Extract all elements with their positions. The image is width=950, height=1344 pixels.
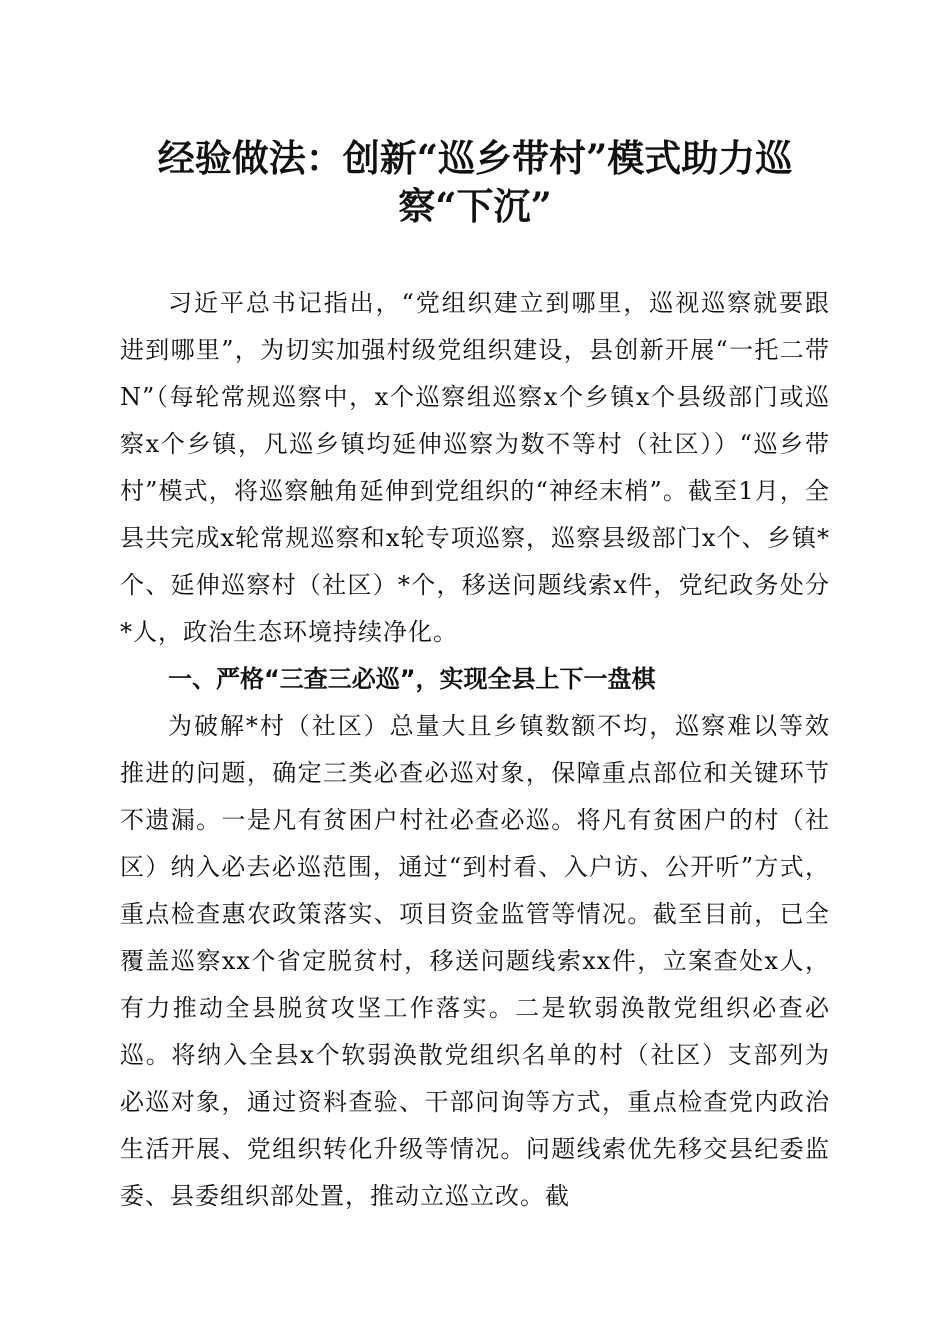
title-line-2: 察“下沉” [398,184,552,228]
title-line-1: 经验做法：创新“巡乡带村”模式助力巡 [157,136,793,180]
paragraph-intro: 习近平总书记指出，“党组织建立到哪里，巡视巡察就要跟进到哪里”，为切实加强村级党组织建设，县创新开展“一托二带N”（每轮常规巡察中，x个巡察组巡察x个乡镇x个县级部门或巡察x个乡镇，凡巡乡镇均延伸巡察为数不等村（社区））“巡乡带村”模式，将巡察触角延伸到党组织的“神经末梢”。截至1月，全县共完成x轮常规巡察和x轮专项巡察，巡察县级部门x个、乡镇*个、延伸巡察村（社区）*个，移送问题线索x件，党纪政务处分*人，政治生态环境持续净化。 [120,289,830,646]
document-title [120,134,830,230]
document-body [120,280,830,1220]
paragraph-section-1: 为破解*村（社区）总量大且乡镇数额不均，巡察难以等效推进的问题，确定三类必查必巡对象，保障重点部位和关键环节不遗漏。一是凡有贫困户村社必查必巡。将凡有贫困户的村（社区）纳入必去必巡范围，通过“到村看、入户访、公开听”方式，重点检查惠农政策落实、项目资金监管等情况。截至目前，已全覆盖巡察xx个省定脱贫村，移送问题线索xx件，立案查处x人，有力推动全县脱贫攻坚工作落实。二是软弱涣散党组织必查必巡。将纳入全县x个软弱涣散党组织名单的村（社区）支部列为必巡对象，通过资料查验、干部问询等方式，重点检查党内政治生活开展、党组织转化升级等情况。问题线索优先移交县纪委监委、县委组织部处置，推动立巡立改。截 [120,712,830,1210]
section-heading-1: 一、严格“三查三必巡”，实现全县上下一盘棋 [168,665,656,693]
